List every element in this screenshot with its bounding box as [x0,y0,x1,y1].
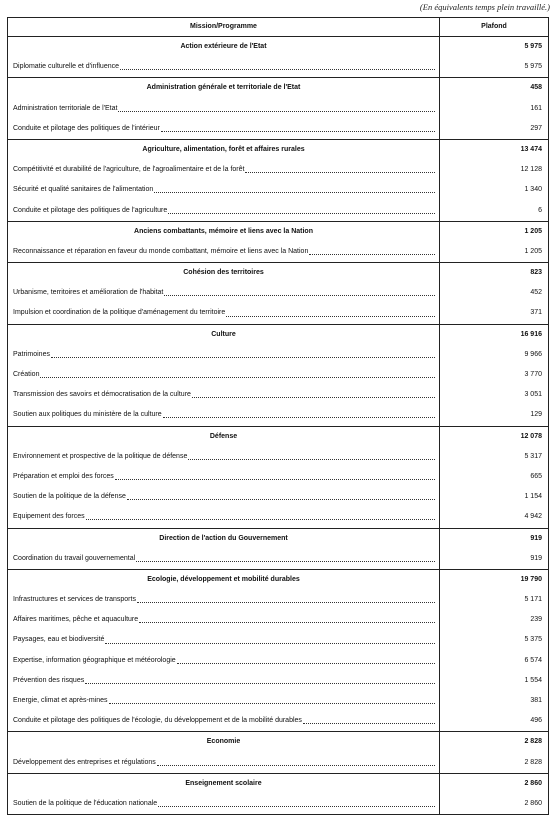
mission-name: Economie [8,732,440,752]
program-label-cell [8,201,440,221]
mission-section [8,427,548,529]
dot-leader [127,499,435,500]
program-name: Paysages, eau et biodiversité [13,636,105,644]
program-name: Energie, climat et après-mines [13,697,108,704]
dot-leader [188,459,435,460]
program-name: Environnement et prospective de la politique de défense [13,452,188,460]
mission-total: 823 [530,269,542,277]
program-label-cell [8,447,440,467]
dot-leader [158,806,435,807]
program-row [8,283,548,303]
dot-leader [85,683,435,684]
dot-leader [168,213,435,214]
program-row [8,405,548,425]
dot-leader [109,703,435,704]
dot-leader [226,316,435,317]
program-value: 297 [530,124,542,132]
mission-section [8,732,548,773]
mission-name: Agriculture, alimentation, forêt et affaires rurales [8,140,440,160]
program-label-cell [8,610,440,630]
program-row [8,303,548,323]
program-row [8,119,548,139]
mission-section [8,78,548,140]
program-value: 381 [530,697,542,704]
program-value: 1 154 [524,493,542,501]
program-name: Conduite et pilotage des politiques de l'agriculture [13,206,168,214]
staffing-ceiling-table [7,17,549,815]
program-name: Création [13,371,40,378]
program-label-cell [8,671,440,691]
program-label-cell [8,630,440,650]
mission-name: Culture [8,325,440,345]
program-value: 5 375 [524,636,542,644]
program-label-cell [8,691,440,711]
program-value: 452 [530,289,542,297]
program-value: 3 051 [524,391,542,399]
program-label-cell [8,303,440,323]
program-label-cell [8,467,440,487]
program-label-cell [8,365,440,385]
program-value: 1 554 [524,676,542,684]
mission-section [8,140,548,222]
program-value: 6 [538,206,542,214]
dot-leader [192,397,435,398]
program-value: 161 [530,104,542,112]
dot-leader [105,643,435,644]
mission-total: 458 [530,84,542,92]
program-label-cell [8,119,440,139]
mission-total: 19 790 [520,575,542,583]
program-value: 665 [530,472,542,480]
mission-section [8,325,548,427]
program-name: Conduite et pilotage des politiques de l'intérieur [13,124,160,132]
program-row [8,345,548,365]
dot-leader [154,192,435,193]
table-header-row [8,18,548,37]
program-value: 239 [530,616,542,624]
program-value: 1 205 [524,247,542,255]
mission-name: Enseignement scolaire [8,774,440,794]
program-name: Soutien aux politiques du ministère de la culture [13,411,162,419]
program-row [8,691,548,711]
program-name: Affaires maritimes, pêche et aquaculture [13,616,139,624]
program-row [8,180,548,200]
mission-row [8,37,548,57]
program-row [8,160,548,180]
mission-row [8,427,548,447]
program-label-cell [8,180,440,200]
program-name: Patrimoines [13,350,50,358]
program-value: 2 860 [524,799,542,807]
program-name: Diplomatie culturelle et d'influence [13,63,120,71]
dot-leader [157,765,435,766]
dot-leader [120,69,435,70]
program-name: Conduite et pilotage des politiques de l'écologie, du développement et de la mobilité durables [13,717,302,725]
program-value: 4 942 [524,513,542,521]
mission-row [8,222,548,242]
program-label-cell [8,385,440,405]
dot-leader [303,723,435,724]
program-name: Infrastructures et services de transports [13,596,136,604]
mission-row [8,570,548,590]
mission-section [8,37,548,78]
program-name: Compétitivité et durabilité de l'agriculture, de l'agroalimentaire et de la forêt [13,166,245,174]
program-value: 5 317 [524,452,542,460]
program-name: Développement des entreprises et régulations [13,758,156,766]
dot-leader [163,417,435,418]
mission-section [8,263,548,325]
program-name: Prévention des risques [13,676,85,684]
mission-name: Administration générale et territoriale de l'Etat [8,78,440,98]
program-row [8,671,548,691]
program-row [8,507,548,527]
program-value: 2 828 [524,758,542,766]
mission-total: 2 828 [524,738,542,746]
program-name: Reconnaissance et réparation en faveur du monde combattant, mémoire et liens avec la Nation [13,247,309,255]
program-value: 6 574 [524,656,542,664]
program-row [8,651,548,671]
mission-name: Cohésion des territoires [8,263,440,283]
program-label-cell [8,242,440,262]
dot-leader [115,479,435,480]
dot-leader [51,357,435,358]
mission-total: 12 078 [520,432,542,440]
program-row [8,385,548,405]
dot-leader [118,111,435,112]
program-row [8,467,548,487]
mission-name: Direction de l'action du Gouvernement [8,529,440,549]
program-value: 129 [530,411,542,419]
program-row [8,99,548,119]
program-name: Impulsion et coordination de la politique d'aménagement du territoire [13,309,226,317]
program-value: 9 966 [524,350,542,358]
program-row [8,794,548,814]
header-mission-programme: Mission/Programme [8,18,440,36]
program-name: Soutien de la politique de la défense [13,493,126,501]
dot-leader [137,602,435,603]
unit-note: (En équivalents temps plein travaillé.) [419,2,550,12]
mission-section [8,529,548,570]
dot-leader [139,622,435,623]
program-value: 3 770 [524,371,542,378]
program-label-cell [8,57,440,77]
dot-leader [309,254,435,255]
program-row [8,365,548,385]
program-row [8,57,548,77]
dot-leader [136,561,435,562]
dot-leader [245,172,435,173]
program-value: 12 128 [520,166,542,174]
mission-section [8,774,548,814]
program-row [8,753,548,773]
mission-row [8,732,548,752]
program-row [8,549,548,569]
dot-leader [177,663,435,664]
program-value: 5 975 [524,63,542,71]
dot-leader [161,131,435,132]
program-label-cell [8,487,440,507]
mission-section [8,570,548,733]
program-row [8,610,548,630]
program-row [8,711,548,731]
mission-total: 13 474 [520,145,542,153]
mission-row [8,140,548,160]
mission-row [8,774,548,794]
program-label-cell [8,711,440,731]
program-label-cell [8,99,440,119]
program-row [8,242,548,262]
program-label-cell [8,160,440,180]
program-name: Administration territoriale de l'Etat [13,104,118,112]
program-label-cell [8,283,440,303]
program-value: 1 340 [524,186,542,194]
program-row [8,201,548,221]
program-row [8,630,548,650]
dot-leader [86,519,435,520]
program-name: Soutien de la politique de l'éducation nationale [13,799,158,807]
program-label-cell [8,794,440,814]
program-name: Transmission des savoirs et démocratisation de la culture [13,391,191,399]
header-plafond: Plafond [481,23,507,30]
mission-row [8,263,548,283]
program-name: Sécurité et qualité sanitaires de l'alimentation [13,186,154,194]
program-value: 919 [530,554,542,562]
dot-leader [164,295,435,296]
program-name: Urbanisme, territoires et amélioration de l'habitat [13,289,164,297]
mission-name: Anciens combattants, mémoire et liens avec la Nation [8,222,440,242]
mission-total: 5 975 [524,43,542,50]
program-label-cell [8,590,440,610]
mission-row [8,529,548,549]
program-name: Expertise, information géographique et météorologie [13,656,176,664]
program-row [8,590,548,610]
mission-row [8,78,548,98]
program-label-cell [8,507,440,527]
mission-total: 2 860 [524,779,542,787]
program-label-cell [8,405,440,425]
mission-name: Ecologie, développement et mobilité durables [8,570,440,590]
program-name: Préparation et emploi des forces [13,472,114,480]
program-label-cell [8,549,440,569]
program-row [8,447,548,467]
program-label-cell [8,753,440,773]
mission-name: Défense [8,427,440,447]
mission-section [8,222,548,263]
program-name: Equipement des forces [13,513,85,521]
mission-row [8,325,548,345]
program-value: 496 [530,717,542,725]
table-body [8,37,548,814]
program-name: Coordination du travail gouvernemental [13,554,136,562]
program-row [8,487,548,507]
program-label-cell [8,345,440,365]
mission-total: 1 205 [524,227,542,235]
program-value: 371 [530,309,542,317]
mission-total: 16 916 [520,330,542,338]
dot-leader [40,377,435,378]
program-label-cell [8,651,440,671]
mission-name: Action extérieure de l'Etat [8,37,440,57]
program-value: 5 171 [524,596,542,604]
mission-total: 919 [530,534,542,542]
